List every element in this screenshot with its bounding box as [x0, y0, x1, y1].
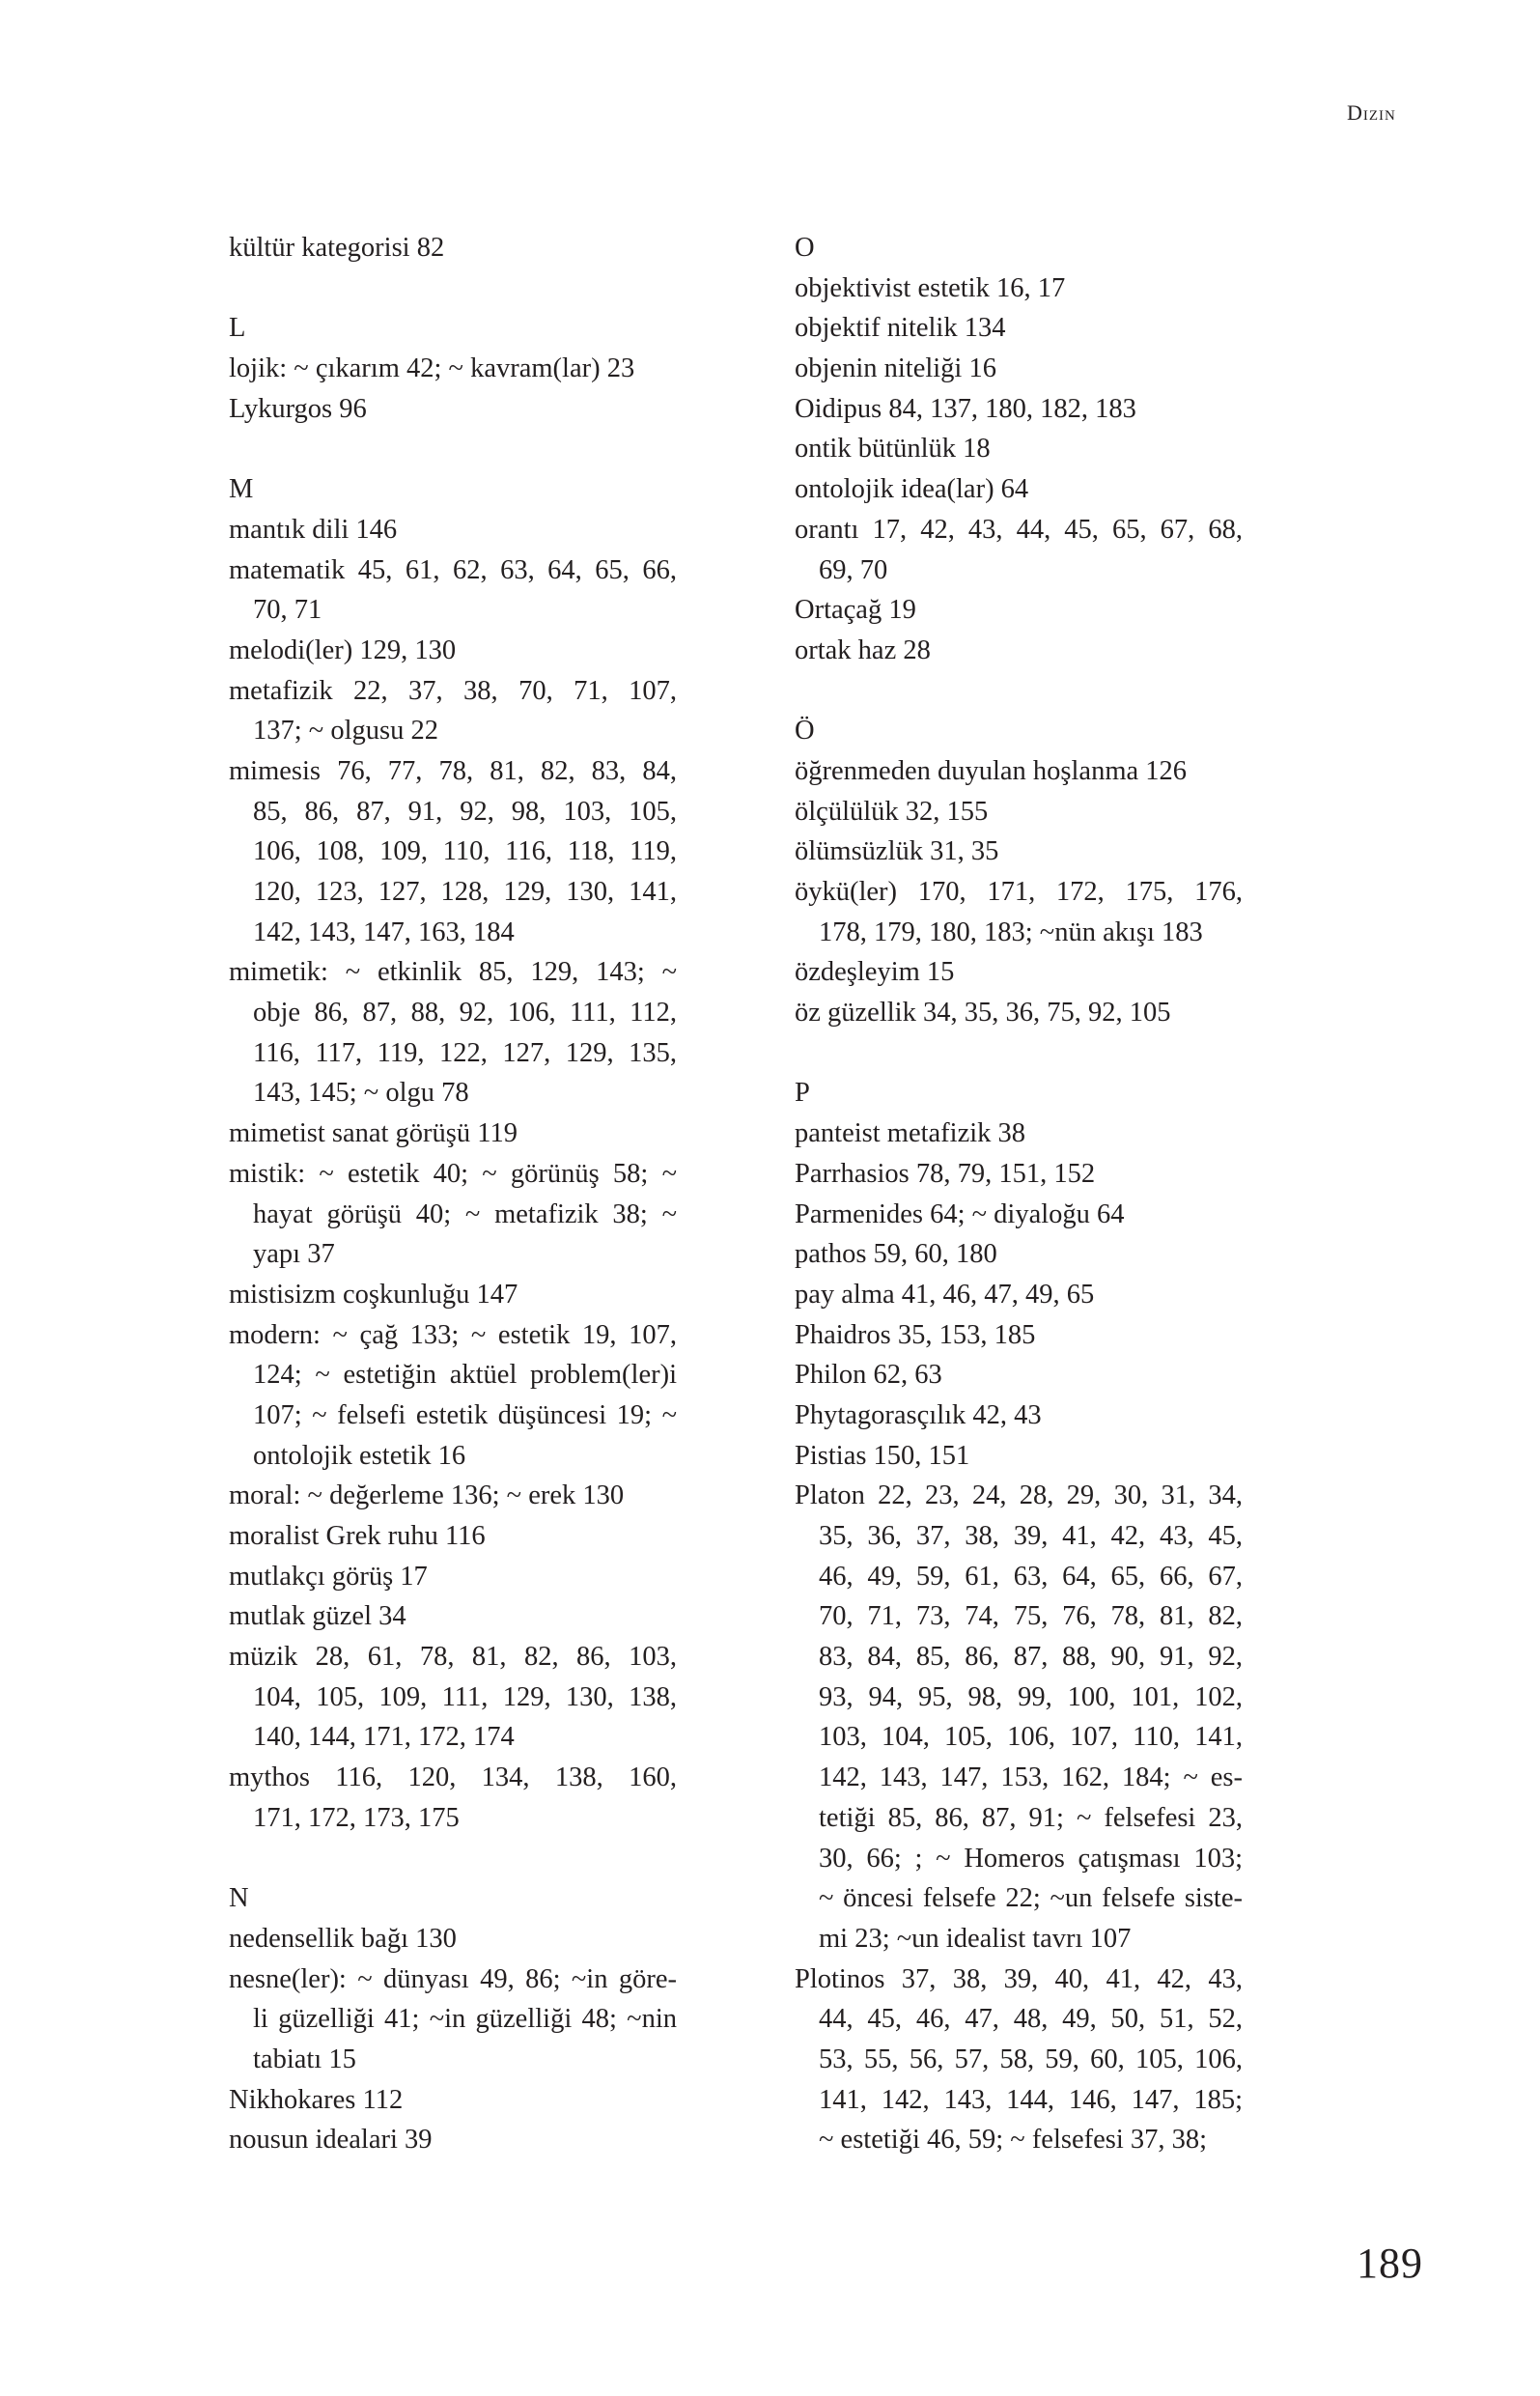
index-entry	[795, 631, 1243, 671]
index-entry-line: Oidipus 84, 137, 180, 182, 183	[795, 393, 1136, 424]
index-entry-line: objektivist estetik 16, 17	[795, 272, 1066, 303]
index-entry-line: pathos 59, 60, 180	[795, 1239, 997, 1270]
index-entry-line: kültür kategorisi 82	[229, 233, 445, 263]
index-entry-continuation: 137; ~ olgusu 22	[253, 716, 438, 747]
index-entry	[229, 751, 677, 952]
index-entry	[229, 1154, 677, 1275]
index-entry-continuation: 70, 71, 73, 74, 75, 76, 78, 81, 82,	[819, 1601, 1243, 1632]
index-entry	[795, 1234, 1243, 1275]
index-entry-continuation: tabiatı 15	[253, 2044, 356, 2074]
index-entry-continuation: 120, 123, 127, 128, 129, 130, 141,	[253, 877, 677, 907]
index-entry-continuation: 93, 94, 95, 98, 99, 100, 101, 102,	[819, 1681, 1243, 1712]
index-column-right	[795, 228, 1243, 2160]
index-entry-continuation: 142, 143, 147, 163, 184	[253, 916, 515, 947]
index-entry	[229, 550, 677, 631]
index-entry-continuation: ~ estetiği 46, 59; ~ felsefesi 37, 38;	[819, 2125, 1208, 2156]
index-entry	[229, 2120, 677, 2160]
index-entry-line: mimetist sanat görüşü 119	[229, 1118, 518, 1149]
index-entry-line: Phytagorasçılık 42, 43	[795, 1399, 1042, 1430]
index-entry	[795, 792, 1243, 832]
index-entry-line: nedensellik bağı 130	[229, 1923, 457, 1954]
index-entry-line: Parrhasios 78, 79, 151, 152	[795, 1158, 1096, 1189]
index-entry-line: modern: ~ çağ 133; ~ estetik 19, 107,	[229, 1319, 677, 1350]
index-entry-line: moralist Grek ruhu 116	[229, 1521, 486, 1551]
index-entry-continuation: 142, 143, 147, 153, 162, 184; ~ es-	[819, 1762, 1243, 1793]
index-entry	[795, 469, 1243, 510]
index-entry	[229, 671, 677, 751]
index-entry	[795, 1959, 1243, 2160]
index-entry-continuation: 85, 86, 87, 91, 92, 98, 103, 105,	[253, 796, 677, 827]
section-spacer	[795, 671, 1243, 712]
index-entry	[229, 228, 677, 268]
index-entry	[795, 993, 1243, 1033]
index-entry-continuation: 70, 71	[253, 595, 322, 626]
index-entry-continuation: ~ öncesi felsefe 22; ~un felsefe siste-	[819, 1883, 1243, 1914]
index-entry	[229, 631, 677, 671]
index-entry-line: matematik 45, 61, 62, 63, 64, 65, 66,	[229, 554, 677, 585]
index-entry	[795, 268, 1243, 309]
index-entry-line: Lykurgos 96	[229, 393, 367, 424]
index-entry-line: mistisizm coşkunluğu 147	[229, 1279, 518, 1310]
index-entry	[795, 751, 1243, 792]
index-entry	[795, 1275, 1243, 1315]
index-entry-continuation: 53, 55, 56, 57, 58, 59, 60, 105, 106,	[819, 2044, 1243, 2074]
index-entry-continuation: 141, 142, 143, 144, 146, 147, 185;	[819, 2084, 1243, 2115]
index-entry	[795, 872, 1243, 952]
index-entry-line: metafizik 22, 37, 38, 70, 71, 107,	[229, 675, 677, 706]
index-entry-continuation: 35, 36, 37, 38, 39, 41, 42, 43, 45,	[819, 1521, 1243, 1551]
index-entry-line: objenin niteliği 16	[795, 353, 996, 384]
index-entry-line: Ortaçağ 19	[795, 595, 916, 626]
index-entry-line: ontolojik idea(lar) 64	[795, 474, 1029, 505]
section-spacer	[795, 1033, 1243, 1074]
index-entry	[795, 1315, 1243, 1356]
index-entry	[795, 1395, 1243, 1436]
index-entry-line: mistik: ~ estetik 40; ~ görünüş 58; ~	[229, 1158, 677, 1189]
index-entry	[229, 1758, 677, 1838]
index-entry	[229, 1476, 677, 1516]
index-entry	[795, 1154, 1243, 1195]
index-entry-line: objektif nitelik 134	[795, 313, 1006, 344]
section-letter-heading: N	[229, 1883, 249, 1914]
index-entry-continuation: 106, 108, 109, 110, 116, 118, 119,	[253, 836, 677, 867]
index-entry	[795, 429, 1243, 469]
index-entry-line: Phaidros 35, 153, 185	[795, 1319, 1036, 1350]
index-entry	[229, 1315, 677, 1477]
index-entry	[229, 2080, 677, 2121]
running-head: Dizin	[1347, 100, 1396, 125]
index-entry	[795, 832, 1243, 872]
index-entry-continuation: ontolojik estetik 16	[253, 1440, 466, 1471]
index-entry-continuation: 107; ~ felsefi estetik düşüncesi 19; ~	[253, 1399, 677, 1430]
index-entry-continuation: 178, 179, 180, 183; ~nün akışı 183	[819, 916, 1203, 947]
index-entry-continuation: 140, 144, 171, 172, 174	[253, 1722, 515, 1753]
index-entry	[795, 308, 1243, 349]
index-entry-line: orantı 17, 42, 43, 44, 45, 65, 67, 68,	[795, 514, 1243, 545]
index-entry-line: müzik 28, 61, 78, 81, 82, 86, 103,	[229, 1642, 677, 1673]
index-entry-line: Nikhokares 112	[229, 2084, 404, 2115]
index-entry-continuation: li güzelliği 41; ~in güzelliği 48; ~nin	[253, 2004, 677, 2035]
index-entry-line: mythos 116, 120, 134, 138, 160,	[229, 1762, 677, 1793]
index-entry	[795, 1355, 1243, 1395]
index-entry-line: ortak haz 28	[795, 634, 931, 665]
index-entry-line: ontik bütünlük 18	[795, 434, 991, 465]
index-entry-line: özdeşleyim 15	[795, 957, 955, 988]
index-entry-continuation: 171, 172, 173, 175	[253, 1802, 460, 1833]
index-entry	[795, 510, 1243, 590]
index-entry-line: moral: ~ değerleme 136; ~ erek 130	[229, 1480, 625, 1511]
index-entry-continuation: hayat görüşü 40; ~ metafizik 38; ~	[253, 1198, 677, 1229]
index-entry-line: ölümsüzlük 31, 35	[795, 836, 999, 867]
index-entry-line: öykü(ler) 170, 171, 172, 175, 176,	[795, 877, 1243, 907]
section-letter-heading: Ö	[795, 716, 815, 747]
index-entry	[229, 1275, 677, 1315]
index-entry-continuation: 124; ~ estetiğin aktüel problem(ler)i	[253, 1360, 677, 1391]
index-entry-line: lojik: ~ çıkarım 42; ~ kavram(lar) 23	[229, 353, 635, 384]
index-entry-continuation: 44, 45, 46, 47, 48, 49, 50, 51, 52,	[819, 2004, 1243, 2035]
index-entry-line: öğrenmeden duyulan hoşlanma 126	[795, 755, 1188, 786]
index-entry-line: melodi(ler) 129, 130	[229, 634, 457, 665]
index-entry-continuation: tetiği 85, 86, 87, 91; ~ felsefesi 23,	[819, 1802, 1243, 1833]
index-entry-line: mimetik: ~ etkinlik 85, 129, 143; ~	[229, 957, 677, 988]
section-letter-heading: L	[229, 313, 246, 344]
index-entry-line: mimesis 76, 77, 78, 81, 82, 83, 84,	[229, 755, 677, 786]
index-entry-line: Pistias 150, 151	[795, 1440, 970, 1471]
index-entry	[795, 1195, 1243, 1235]
index-entry-line: Philon 62, 63	[795, 1360, 942, 1391]
index-entry	[229, 1516, 677, 1557]
section-spacer	[229, 429, 677, 469]
index-entry	[795, 1113, 1243, 1154]
section-letter-heading: O	[795, 233, 815, 263]
index-entry	[229, 349, 677, 389]
index-entry	[229, 1637, 677, 1758]
index-entry	[795, 590, 1243, 631]
index-entry-continuation: obje 86, 87, 88, 92, 106, 111, 112,	[253, 998, 677, 1029]
index-entry-line: mutlak güzel 34	[229, 1601, 406, 1632]
index-entry-continuation: 30, 66; ; ~ Homeros çatışması 103;	[819, 1843, 1243, 1874]
index-entry-line: Plotinos 37, 38, 39, 40, 41, 42, 43,	[795, 1963, 1243, 1994]
index-entry-line: mutlakçı görüş 17	[229, 1561, 428, 1592]
index-entry	[795, 349, 1243, 389]
index-entry	[229, 952, 677, 1113]
index-entry-line: Parmenides 64; ~ diyaloğu 64	[795, 1198, 1125, 1229]
index-entry-continuation: 104, 105, 109, 111, 129, 130, 138,	[253, 1681, 677, 1712]
index-entry-continuation: 83, 84, 85, 86, 87, 88, 90, 91, 92,	[819, 1642, 1243, 1673]
index-entry-continuation: mi 23; ~un idealist tavrı 107	[819, 1923, 1132, 1954]
section-letter-heading: M	[229, 474, 254, 505]
index-entry-line: panteist metafizik 38	[795, 1118, 1026, 1149]
index-entry	[795, 1436, 1243, 1477]
index-entry	[229, 510, 677, 550]
index-entry-continuation: 46, 49, 59, 61, 63, 64, 65, 66, 67,	[819, 1561, 1243, 1592]
index-column-left	[229, 228, 677, 2160]
index-entry	[795, 952, 1243, 993]
index-entry-continuation: yapı 37	[253, 1239, 335, 1270]
index-entry-line: öz güzellik 34, 35, 36, 75, 92, 105	[795, 998, 1171, 1029]
index-entry-line: pay alma 41, 46, 47, 49, 65	[795, 1279, 1095, 1310]
index-entry	[229, 1596, 677, 1637]
index-entry-line: nousun idealari 39	[229, 2125, 433, 2156]
section-spacer	[229, 1839, 677, 1879]
index-entry-line: nesne(ler): ~ dünyası 49, 86; ~in göre-	[229, 1963, 677, 1994]
index-entry-line: Platon 22, 23, 24, 28, 29, 30, 31, 34,	[795, 1480, 1243, 1511]
index-entry	[795, 389, 1243, 430]
index-entry-continuation: 116, 117, 119, 122, 127, 129, 135,	[253, 1037, 677, 1068]
index-entry	[229, 1113, 677, 1154]
index-entry	[229, 1959, 677, 2080]
index-entry	[229, 1557, 677, 1597]
index-entry	[229, 1919, 677, 1959]
index-entry-line: ölçülülük 32, 155	[795, 796, 989, 827]
index-entry-continuation: 69, 70	[819, 554, 888, 585]
index-entry	[795, 1476, 1243, 1959]
section-letter-heading: P	[795, 1078, 810, 1109]
index-entry-line: mantık dili 146	[229, 514, 398, 545]
index-entry-continuation: 143, 145; ~ olgu 78	[253, 1078, 469, 1109]
index-entry	[229, 389, 677, 430]
page-number: 189	[1357, 2240, 1423, 2287]
index-entry-continuation: 103, 104, 105, 106, 107, 110, 141,	[819, 1722, 1243, 1753]
section-spacer	[229, 268, 677, 309]
